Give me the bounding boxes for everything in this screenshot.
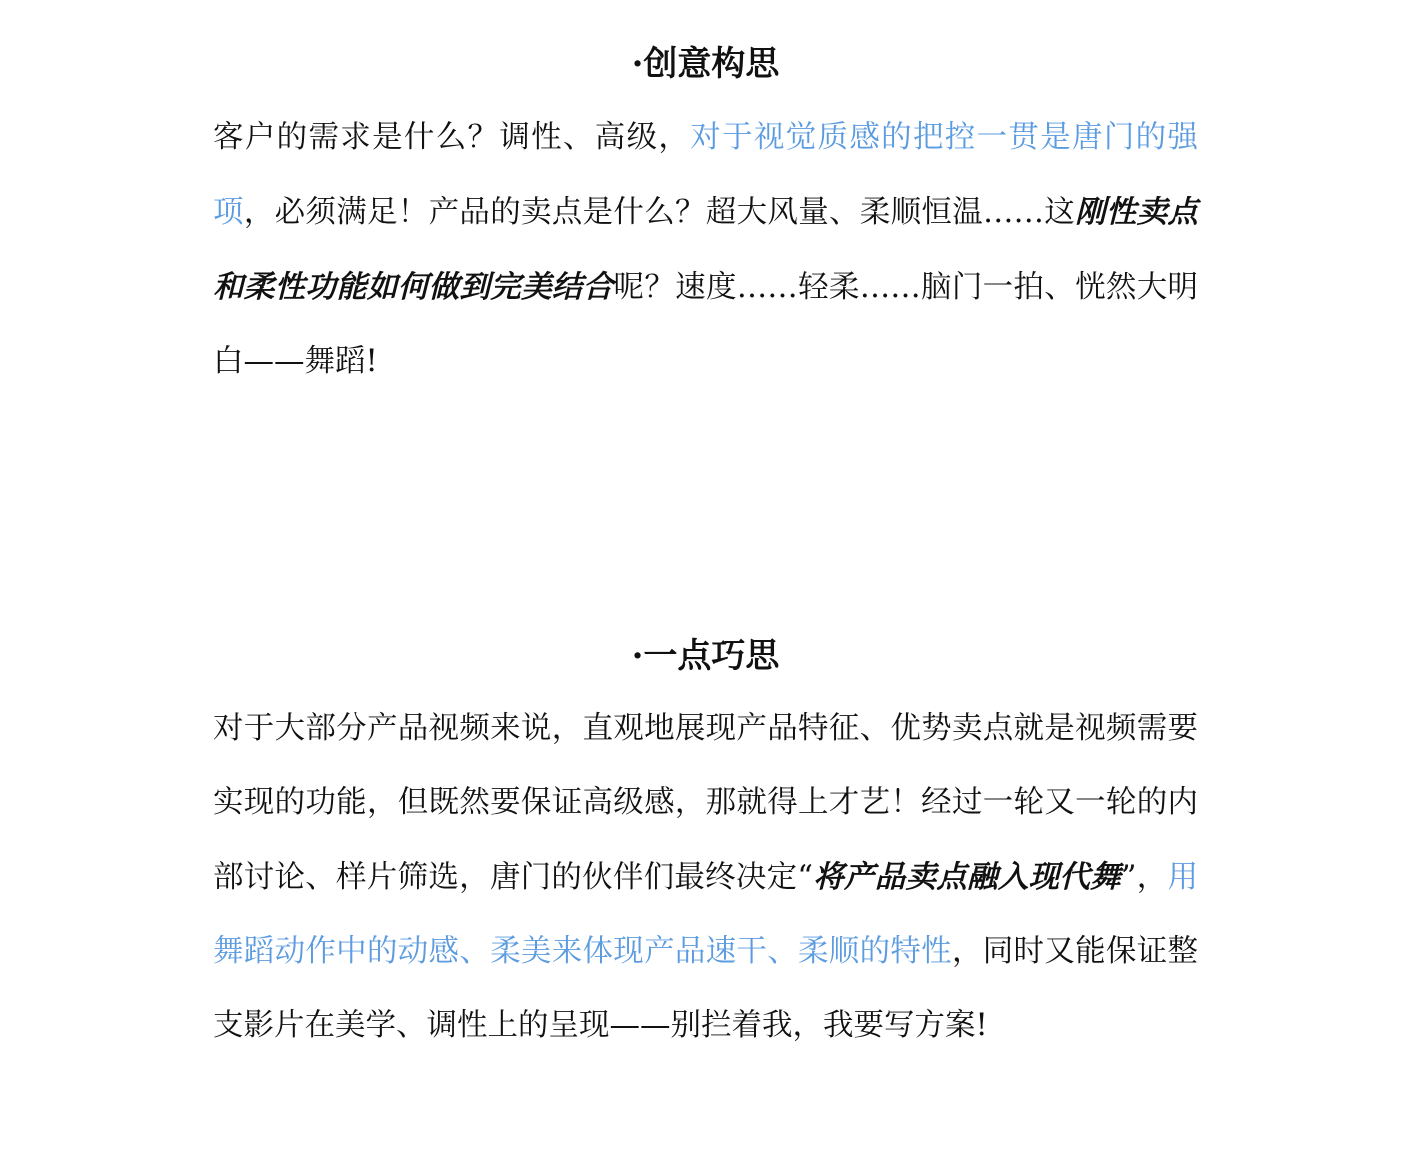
text-run: 客户的需求是什么？调性、高级， <box>213 120 691 155</box>
text-run: 呢？速度……轻柔……脑门一拍、恍然大明白——舞蹈! <box>213 270 1199 379</box>
text-run: ”， <box>1120 860 1168 895</box>
highlight-text: 用舞蹈动作中的动感、柔美来体现产品速干、柔顺的特性 <box>213 860 1199 969</box>
text-run: ，同时又能保证整支影片在美学、调性上的呈现——别拦着我，我要写方案! <box>213 934 1199 1043</box>
text-run: 对于大部分产品视频来说，直观地展现产品特征、优势卖点就是视频需要实现的功能，但既然要保证高级感，那就得上才艺！经过一轮又一轮的内部讨论、样片筛选，唐门的伙伴们最终决定“ <box>213 711 1198 895</box>
section-title-creative-concept: ·创意构思 <box>631 44 780 84</box>
emphasis-text: 刚性卖点和柔性功能如何做到完美结合 <box>213 194 1199 305</box>
text-run: ，必须满足！产品的卖点是什么？超大风量、柔顺恒温……这 <box>243 195 1076 230</box>
paragraph-creative-concept <box>213 101 1198 399</box>
highlight-text: 对于视觉质感的把控一贯是唐门的强项 <box>213 120 1198 230</box>
paragraph-clever-idea <box>213 692 1198 1063</box>
emphasis-text: 将产品卖点融入现代舞 <box>813 859 1121 895</box>
section-title-clever-idea: ·一点巧思 <box>631 636 780 676</box>
